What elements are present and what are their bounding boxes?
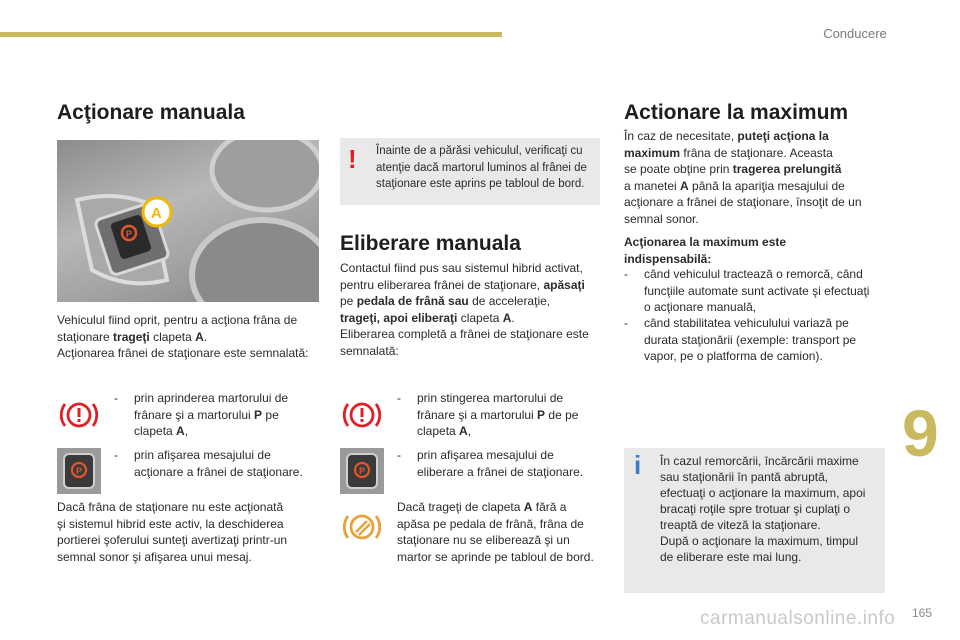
text-line: Acţionarea la maximum este <box>624 235 787 249</box>
info-icon: i <box>634 450 642 480</box>
page-number: 165 <box>912 606 933 620</box>
text-line: staţionare trageţi clapeta A. <box>57 329 208 344</box>
text-line: o acţionare manuală, <box>644 300 757 314</box>
text-line: frânare şi a martorului P de pe <box>417 407 579 422</box>
text-line: staţionare nu se eliberează şi un <box>397 533 570 547</box>
callout-a-label: A <box>151 205 162 222</box>
svg-text:P: P <box>126 229 133 239</box>
text-line: După o acţionare la maximum, timpul <box>660 534 859 548</box>
text-line: maximum frâna de staţionare. Aceasta <box>624 145 833 160</box>
text-line: efectuaţi o acţionare la maximum, apoi <box>660 486 866 500</box>
text-line: semnal sonor şi afişarea unui mesaj. <box>57 549 252 564</box>
maximum-apply-subheading <box>624 234 894 267</box>
watermark: carmanualsonline.info <box>700 608 896 629</box>
text-line: În caz de necesitate, puteţi acţiona la <box>624 129 829 143</box>
text-line: clapeta A, <box>134 424 189 438</box>
text-line: În cazul remorcării, încărcării maxime <box>660 454 859 468</box>
manual-apply-bullet-1: - prin aprinderea martorului de frânare şi a martorului P pe clapeta A, <box>114 391 289 438</box>
text-line: treaptă de viteză la staţionare. <box>660 518 821 532</box>
epb-display-icon <box>340 448 384 492</box>
text-line: Eliberarea completă a frânei de staţionare este <box>340 327 589 341</box>
text-line: se poate obţine prin tragerea prelungită <box>624 162 842 176</box>
svg-text:P: P <box>359 466 366 476</box>
section-heading-manual-release: Eliberare manuala <box>340 232 521 255</box>
text-line: vapor, pe o platforma de camion). <box>644 349 823 363</box>
text-line: prin aprinderea martorului de <box>134 391 289 405</box>
maximum-apply-bullet-2: - când stabilitatea vehiculului variază pe durata staţionării (exemple: transport pe vapor, pe o platforma de camion). <box>624 316 857 363</box>
section-heading-manual-apply: Acţionare manuala <box>57 101 245 124</box>
text-line: martor se aprinde pe tabloul de bord. <box>397 549 594 564</box>
warning-text <box>376 143 596 193</box>
text-line: Înainte de a părăsi vehiculul, verificaţi cu <box>376 145 583 157</box>
text-line: atenţie dacă martorul luminos al frânei de <box>376 161 587 174</box>
text-line: sau staţionării în pantă abruptă, <box>660 470 829 484</box>
manual-release-intro <box>340 260 610 359</box>
console-illustration <box>57 140 319 302</box>
text-line: indispensabilă: <box>624 251 712 266</box>
text-line: prin afişarea mesajului de <box>134 448 271 462</box>
text-line: Acţionarea frânei de staţionare este semnalată: <box>57 346 309 360</box>
text-line: prin afişarea mesajului de <box>417 448 554 462</box>
text-line: semnalată: <box>340 343 399 358</box>
text-line: Vehiculul fiind oprit, pentru a acţiona frâna de <box>57 313 298 327</box>
text-line: frânare şi a martorului P pe <box>134 407 279 422</box>
text-line: când stabilitatea vehiculului variază pe <box>644 316 849 330</box>
text-line: portierei şoferului sunteţi avertizaţi printr-un <box>57 533 288 547</box>
text-line: a manetei A până la apariţia mesajului de <box>624 178 845 193</box>
manual-release-bullet-1: - prin stingerea martorului de frânare şi a martorului P de pe clapeta A, <box>397 391 579 438</box>
chapter-title: Conducere <box>823 26 887 41</box>
chapter-number: 9 <box>902 396 939 470</box>
manual-release-footer <box>397 499 612 565</box>
text-line: trageţi, apoi eliberaţi clapeta A. <box>340 310 515 325</box>
brake-warning-icon <box>57 393 101 437</box>
section-heading-maximum-apply: Actionare la maximum <box>624 101 849 124</box>
brake-warning-icon <box>340 393 384 437</box>
text-line: bracaţi roţile spre trotuar şi cuplaţi o <box>660 502 851 516</box>
maximum-apply-bullet-1: - când vehiculul tractează o remorcă, când funcţiile automate sunt activate şi efectuaţi o acţionare manuală, <box>624 267 870 314</box>
info-box <box>624 448 885 593</box>
text-line: eliberare a frânei de staţionare. <box>417 464 584 479</box>
text-line: funcţiile automate sunt activate şi efectuaţi <box>644 283 870 298</box>
maximum-apply-intro <box>624 128 894 227</box>
text-line: când vehiculul tractează o remorcă, când <box>644 267 863 281</box>
text-line: acţionare a frânei de staţionare. <box>134 464 303 479</box>
text-line: pentru eliberarea frânei de staţionare, apăsaţi <box>340 277 585 292</box>
text-line: Dacă frâna de staţionare nu este acţionată <box>57 500 284 514</box>
text-line: acţionare a frânei de staţionare, însoţit de un <box>624 195 862 209</box>
text-line: semnal sonor. <box>624 211 699 226</box>
text-line: şi sistemul hibrid este activ, la deschiderea <box>57 516 284 531</box>
text-line: pe pedala de frână sau de acceleraţie, <box>340 294 551 308</box>
text-line: apăsa pe pedala de frână, frâna de <box>397 516 584 531</box>
text-line: Dacă trageţi de clapeta A fără a <box>397 500 567 514</box>
manual-apply-bullet-2: - prin afişarea mesajului de acţionare a frânei de staţionare. <box>114 448 303 479</box>
text-line: de eliberare este mai lung. <box>660 550 802 564</box>
header-accent-bar <box>0 32 502 37</box>
svg-text:P: P <box>76 466 83 476</box>
epb-display-icon <box>57 448 101 492</box>
text-line: Contactul fiind pus sau sistemul hibrid activat, <box>340 261 583 275</box>
manual-apply-intro <box>57 312 327 362</box>
info-text <box>660 453 882 565</box>
text-line: staţionare este aprins pe tabloul de bord. <box>376 178 585 190</box>
text-line: prin stingerea martorului de <box>417 391 564 405</box>
manual-release-bullet-2: - prin afişarea mesajului de eliberare a frânei de staţionare. <box>397 448 584 479</box>
text-line: clapeta A, <box>417 424 472 438</box>
text-line: durata staţionării (exemple: transport pe <box>644 332 857 347</box>
manual-apply-footer <box>57 499 327 565</box>
warning-box <box>340 138 600 205</box>
warning-icon: ! <box>348 144 357 174</box>
epb-fault-icon <box>340 505 384 549</box>
parking-brake-photo <box>57 140 319 302</box>
